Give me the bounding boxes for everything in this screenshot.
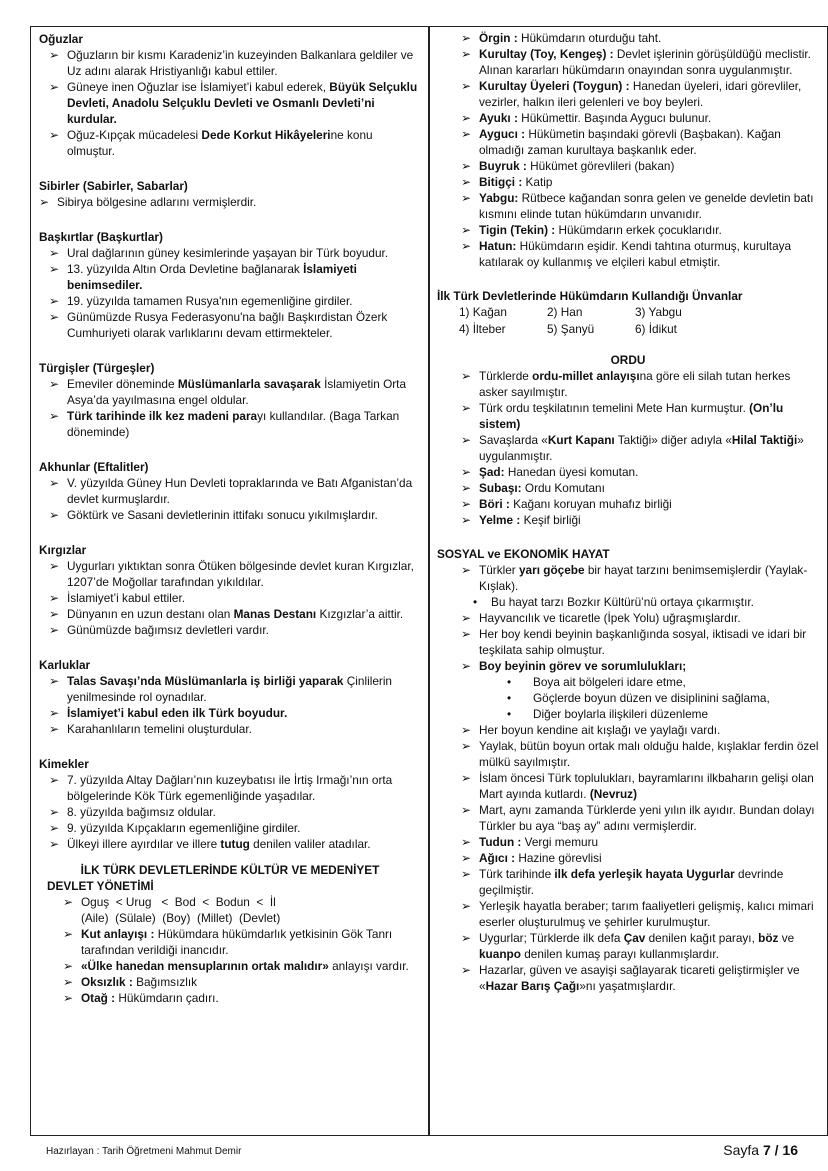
- arrow-icon: ➢: [49, 623, 60, 637]
- arrow-icon: ➢: [49, 508, 60, 522]
- left-column: [30, 26, 430, 1136]
- arrow-icon: ➢: [49, 294, 60, 308]
- arrow-icon: ➢: [461, 659, 472, 673]
- bullet-icon: •: [507, 675, 512, 689]
- list-item: ➢ Günümüzde bağımsız devletleri vardır.: [39, 622, 421, 638]
- list-item: ➢ Ağıcı : Hazine görevlisi: [437, 850, 819, 866]
- list-item: ➢ Tigin (Tekin) : Hükümdarın erkek çocuklarıdır.: [437, 222, 819, 238]
- list-item: ➢ Böri : Kağanı koruyan muhafız birliği: [437, 496, 819, 512]
- list-item: ➢ Mart, aynı zamanda Türklerde yeni yılın ilk ayıdır. Bundan dolayı Türkler bu aya “baş ay” adını vermişlerdir.: [437, 802, 819, 834]
- sub-item: • Diğer boylarla ilişkileri düzenleme: [437, 706, 819, 722]
- arrow-icon: ➢: [63, 991, 74, 1005]
- list-item: ➢ Örgin : Hükümdarın oturduğu taht.: [437, 30, 819, 46]
- sub-item: • Boya ait bölgeleri idare etme,: [437, 674, 819, 690]
- arrow-icon: ➢: [461, 771, 472, 785]
- list-item: ➢ Dünyanın en uzun destanı olan Manas Destanı Kızgızlar’a aittir.: [39, 606, 421, 622]
- list-item: ➢ Güneye inen Oğuzlar ise İslamiyet’i kabul ederek, Büyük Selçuklu Devleti, Anadolu Selçuklu Devleti ve Osmanlı Devleti’ni kurdular.: [39, 79, 421, 127]
- list-item: ➢ Türk ordu teşkilatının temelini Mete Han kurmuştur. (On’lu sistem): [437, 400, 819, 432]
- arrow-icon: ➢: [461, 401, 472, 415]
- list-item: ➢ Şad: Hanedan üyesi komutan.: [437, 464, 819, 480]
- government-list: [437, 30, 819, 270]
- list-item: ➢ Karahanlıların temelini oluşturdular.: [39, 721, 421, 737]
- arrow-icon: ➢: [49, 310, 60, 324]
- arrow-icon: ➢: [461, 47, 472, 61]
- arrow-icon: ➢: [461, 899, 472, 913]
- list-item: ➢ Subaşı: Ordu Komutanı: [437, 480, 819, 496]
- arrow-icon: ➢: [63, 975, 74, 989]
- list-item: ➢ Buyruk : Hükümet görevlileri (bakan): [437, 158, 819, 174]
- section-title: Başkırtlar (Başkurtlar): [39, 230, 163, 244]
- list-item: ➢ Hayvancılık ve ticaretle (İpek Yolu) uğraşmışlardır.: [437, 610, 819, 626]
- section-baskirtlar: [39, 229, 421, 341]
- arrow-icon: ➢: [49, 409, 60, 423]
- arrow-icon: ➢: [461, 481, 472, 495]
- list-item: ➢ Her boyun kendine ait kışlağı ve yaylağı vardı.: [437, 722, 819, 738]
- list-item: ➢ Yabgu: Rütbece kağandan sonra gelen ve genelde devletin batı kısmını elinde tutan hükümdarın unvanıdır.: [437, 190, 819, 222]
- list-item: ➢ Türk tarihinde ilk kez madeni parayı kullandılar. (Baga Tarkan döneminde): [39, 408, 421, 440]
- list-item: ➢ 8. yüzyılda bağımsız oldular.: [39, 804, 421, 820]
- list-item: ➢ İslam öncesi Türk toplulukları, bayramlarını ilkbaharın gelişi olan Mart ayında kutlardı. (Nevruz): [437, 770, 819, 802]
- arrow-icon: ➢: [49, 706, 60, 720]
- list-item: ➢ Göktürk ve Sasani devletlerinin ittifakı sonucu yıkılmışlardır.: [39, 507, 421, 523]
- section-turgisler: [39, 360, 421, 440]
- arrow-icon: ➢: [49, 128, 60, 142]
- list-item: ➢ Ülkeyi illere ayırdılar ve illere tutug denilen valiler atadılar.: [39, 836, 421, 852]
- arrow-icon: ➢: [461, 79, 472, 93]
- arrow-icon: ➢: [461, 513, 472, 527]
- arrow-icon: ➢: [461, 627, 472, 641]
- list-item: ➢ Ayukı : Hükümettir. Başında Aygucı bulunur.: [437, 110, 819, 126]
- list-item: ➢ Boy beyinin görev ve sorumlulukları;: [437, 658, 819, 674]
- titles-row: 1) Kağan 2) Han 3) Yabgu: [459, 305, 682, 319]
- section-title: Sibirler (Sabirler, Sabarlar): [39, 179, 188, 193]
- section-title: Kimekler: [39, 757, 89, 771]
- list-item: ➢ Hazarlar, güven ve asayişi sağlayarak ticareti geliştirmişler ve «Hazar Barış Çağı»nı yaşatmışlardır.: [437, 962, 819, 994]
- list-item: ➢ Aygucı : Hükümetin başındaki görevli (Başbakan). Kağan olmadığı zaman kurultaya başkanlık eder.: [437, 126, 819, 158]
- arrow-icon: ➢: [461, 497, 472, 511]
- arrow-icon: ➢: [461, 563, 472, 577]
- arrow-icon: ➢: [49, 476, 60, 490]
- list-item: ➢ İslamiyet’i kabul eden ilk Türk boyudur.: [39, 705, 421, 721]
- section-karluklar: [39, 657, 421, 737]
- footer-author: Hazırlayan : Tarih Öğretmeni Mahmut Demir: [46, 1146, 242, 1157]
- arrow-icon: ➢: [461, 835, 472, 849]
- arrow-icon: ➢: [49, 377, 60, 391]
- arrow-icon: ➢: [39, 195, 50, 209]
- list-item: ➢ 19. yüzyılda tamamen Rusya'nın egemenliğine girdiler.: [39, 293, 421, 309]
- list-item: ➢ Savaşlarda «Kurt Kapanı Taktiği» diğer adıyla «Hilal Taktiği» uygulanmıştır.: [437, 432, 819, 464]
- arrow-icon: ➢: [49, 591, 60, 605]
- section-title: Kırgızlar: [39, 543, 87, 557]
- list-item: ➢ Yaylak, bütün boyun ortak malı olduğu halde, kışlaklar ferdin özel mülkü sayılmıştır.: [437, 738, 819, 770]
- arrow-icon: ➢: [49, 246, 60, 260]
- arrow-icon: ➢: [49, 773, 60, 787]
- list-item: ➢ Bitigçi : Katip: [437, 174, 819, 190]
- arrow-icon: ➢: [461, 851, 472, 865]
- arrow-icon: ➢: [461, 739, 472, 753]
- arrow-icon: ➢: [461, 465, 472, 479]
- titles-row: 4) İlteber 5) Şanyü 6) İdikut: [459, 322, 677, 336]
- list-item: ➢ Oguş < Urug < Bod < Bodun < İl (Aile) (Sülale) (Boy) (Millet) (Devlet): [39, 894, 421, 926]
- list-item: ➢ Oğuz-Kıpçak mücadelesi Dede Korkut Hikâyelerine konu olmuştur.: [39, 127, 421, 159]
- arrow-icon: ➢: [49, 837, 60, 851]
- section-title: Oğuzlar: [39, 32, 83, 46]
- arrow-icon: ➢: [461, 191, 472, 205]
- list-item: ➢ Uygurları yıktıktan sonra Ötüken bölgesinde devlet kuran Kırgızlar, 1207’de Moğollar tarafından yıkıldılar.: [39, 558, 421, 590]
- section-akhunlar: [39, 459, 421, 523]
- list-item: ➢ Kut anlayışı : Hükümdara hükümdarlık yetkisinin Gök Tanrı tarafından verildiği inancıdır.: [39, 926, 421, 958]
- list-item: ➢ Türk tarihinde ilk defa yerleşik hayata Uygurlar devrinde geçilmiştir.: [437, 866, 819, 898]
- sub-item: • Bu hayat tarzı Bozkır Kültürü’nü ortaya çıkarmıştır.: [437, 594, 819, 610]
- section-kimekler: [39, 756, 421, 852]
- list-item: ➢ 7. yüzyılda Altay Dağları’nın kuzeybatısı ile İrtiş Irmağı’nın orta bölgelerinde Kök Türk egemenliğinde yaşadılar.: [39, 772, 421, 804]
- arrow-icon: ➢: [49, 80, 60, 94]
- arrow-icon: ➢: [49, 805, 60, 819]
- army-list: [437, 464, 819, 528]
- arrow-icon: ➢: [49, 821, 60, 835]
- list-item: ➢ Talas Savaşı’nda Müslümanlarla iş birliği yaparak Çinlilerin yenilmesinde rol oynadılar.: [39, 673, 421, 705]
- list-item: ➢ Oğuzların bir kısmı Karadeniz’in kuzeyinden Balkanlara geldiler ve Uz adını alarak Hristiyanlığı kabul ettiler.: [39, 47, 421, 79]
- arrow-icon: ➢: [461, 159, 472, 173]
- section-oguzlar: [39, 31, 421, 159]
- list-item: ➢ Kurultay Üyeleri (Toygun) : Hanedan üyeleri, idari görevliler, vezirler, halkın ileri gelenleri ve boy beyleri.: [437, 78, 819, 110]
- list-item: ➢ Ural dağlarının güney kesimlerinde yaşayan bir Türk boyudur.: [39, 245, 421, 261]
- list-item: ➢ Her boy kendi beyinin başkanlığında sosyal, iktisadi ve idari bir teşkilata sahip olmuştur.: [437, 626, 819, 658]
- list-item: ➢ Yerleşik hayatla beraber; tarım faaliyetleri gelişmiş, kalıcı mimari eserler oluşturulmuş ve şehirler kurulmuştur.: [437, 898, 819, 930]
- list-item: ➢ Türklerde ordu-millet anlayışına göre eli silah tutan herkes asker sayılmıştır.: [437, 368, 819, 400]
- arrow-icon: ➢: [461, 31, 472, 45]
- section-heading: İLK TÜRK DEVLETLERİNDE KÜLTÜR VE MEDENİYET: [80, 863, 380, 877]
- bullet-icon: •: [473, 595, 478, 609]
- section-sibirler: [39, 178, 421, 210]
- section-kultur: [39, 862, 421, 1006]
- arrow-icon: ➢: [461, 175, 472, 189]
- arrow-icon: ➢: [461, 223, 472, 237]
- bullet-icon: •: [507, 691, 512, 705]
- arrow-icon: ➢: [49, 559, 60, 573]
- arrow-icon: ➢: [461, 723, 472, 737]
- list-item: ➢ «Ülke hanedan mensuplarının ortak malıdır» anlayışı vardır.: [39, 958, 421, 974]
- arrow-icon: ➢: [461, 963, 472, 977]
- list-item: ➢ Günümüzde Rusya Federasyonu'na bağlı Başkırdistan Özerk Cumhuriyeti olarak varlıklarını devam ettirmekteler.: [39, 309, 421, 341]
- bullet-icon: •: [507, 707, 512, 721]
- arrow-icon: ➢: [49, 674, 60, 688]
- section-title: Türgişler (Türgeşler): [39, 361, 155, 375]
- list-item: ➢ İslamiyet’i kabul ettiler.: [39, 590, 421, 606]
- arrow-icon: ➢: [461, 867, 472, 881]
- list-item: ➢ Yelme : Keşif birliği: [437, 512, 819, 528]
- list-item: ➢ Sibirya bölgesine adlarını vermişlerdir.: [39, 195, 257, 209]
- list-item: ➢ Türkler yarı göçebe bir hayat tarzını benimsemişlerdir (Yaylak-Kışlak).: [437, 562, 819, 594]
- arrow-icon: ➢: [461, 433, 472, 447]
- list-item: ➢ Oksızlık : Bağımsızlık: [39, 974, 421, 990]
- arrow-icon: ➢: [461, 931, 472, 945]
- arrow-icon: ➢: [49, 607, 60, 621]
- page-number: Sayfa 7 / 16: [723, 1142, 798, 1158]
- arrow-icon: ➢: [461, 803, 472, 817]
- section-title: Akhunlar (Eftalitler): [39, 460, 149, 474]
- arrow-icon: ➢: [63, 895, 74, 909]
- list-item: ➢ V. yüzyılda Güney Hun Devleti topraklarında ve Batı Afganistan’da devlet kurmuşlardır.: [39, 475, 421, 507]
- arrow-icon: ➢: [49, 722, 60, 736]
- list-item: ➢ 9. yüzyılda Kıpçakların egemenliğine girdiler.: [39, 820, 421, 836]
- list-item: ➢ Tudun : Vergi memuru: [437, 834, 819, 850]
- arrow-icon: ➢: [461, 239, 472, 253]
- arrow-icon: ➢: [461, 127, 472, 141]
- section-subheading: DEVLET YÖNETİMİ: [47, 879, 154, 893]
- arrow-icon: ➢: [461, 369, 472, 383]
- section-heading: ORDU: [610, 353, 646, 367]
- arrow-icon: ➢: [63, 959, 74, 973]
- section-kirgizlar: [39, 542, 421, 638]
- list-item: ➢ 13. yüzyılda Altın Orda Devletine bağlanarak İslamiyeti benimsediler.: [39, 261, 421, 293]
- titles-heading: İlk Türk Devletlerinde Hükümdarın Kullandığı Ünvanlar: [437, 289, 743, 303]
- section-title: Karluklar: [39, 658, 91, 672]
- right-column: [428, 26, 828, 1136]
- arrow-icon: ➢: [63, 927, 74, 941]
- list-item: ➢ Emeviler döneminde Müslümanlarla savaşarak İslamiyetin Orta Asya’da yayılmasına engel oldular.: [39, 376, 421, 408]
- arrow-icon: ➢: [49, 262, 60, 276]
- list-item: ➢ Otağ : Hükümdarın çadırı.: [39, 990, 421, 1006]
- arrow-icon: ➢: [461, 111, 472, 125]
- arrow-icon: ➢: [461, 611, 472, 625]
- sub-item: • Göçlerde boyun düzen ve disiplinini sağlama,: [437, 690, 819, 706]
- list-item: ➢ Uygurlar; Türklerde ilk defa Çav denilen kağıt parayı, böz ve kuanpo denilen kumaş parayı kullanmışlardır.: [437, 930, 819, 962]
- section-heading: SOSYAL ve EKONOMİK HAYAT: [437, 547, 610, 561]
- list-item: ➢ Hatun: Hükümdarın eşidir. Kendi tahtına oturmuş, kurultaya katılarak oy kullanmış ve elçileri kabul etmiştir.: [437, 238, 819, 270]
- list-item: ➢ Kurultay (Toy, Kengeş) : Devlet işlerinin görüşüldüğü meclistir. Alınan kararları hükümdarın onayından sonra uygulanmıştır.: [437, 46, 819, 78]
- arrow-icon: ➢: [49, 48, 60, 62]
